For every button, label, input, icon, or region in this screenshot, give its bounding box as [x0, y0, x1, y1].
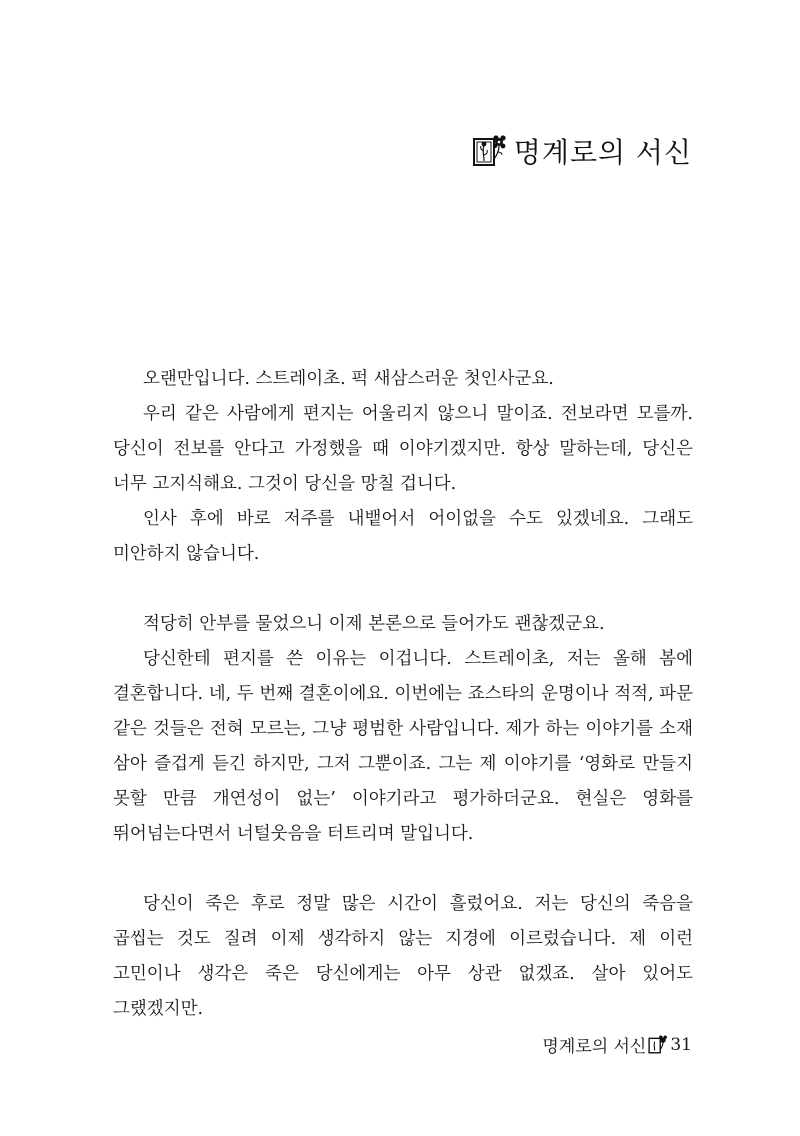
page-number: 31: [670, 1034, 692, 1055]
paragraph: 우리 같은 사람에게 편지는 어울리지 않으니 말이죠. 전보라면 모를까. 당신이 전보를 안다고 가정했을 때 이야기겠지만. 항상 말하는데, 당신은 너무 고지식해요. 그것이 당신을 망칠 겁니다.: [113, 404, 693, 494]
paragraph: 당신이 죽은 후로 정말 많은 시간이 흘렀어요. 저는 당신의 죽음을 곱씹는 것도 질려 이제 생각하지 않는 지경에 이르렀습니다. 제 이런 고민이나 생각은 죽은 당신에게는 아무 상관 없겠죠. 살아 있어도 그랬겠지만.: [113, 894, 693, 1019]
paragraph-gap: [113, 852, 693, 887]
book-flower-ornament-icon: [648, 1035, 668, 1055]
running-title: 명계로의 서신: [542, 1037, 647, 1057]
chapter-header: [472, 131, 692, 171]
page-footer: [542, 1032, 692, 1057]
body-text: [113, 362, 693, 1027]
paragraph: 오랜만입니다. 스트레이초. 퍽 새삼스러운 첫인사군요.: [143, 369, 554, 389]
paragraph-gap: [113, 572, 693, 607]
paragraph: 당신한테 편지를 쓴 이유는 이겁니다. 스트레이초, 저는 올해 봄에 결혼합니다. 네, 두 번째 결혼이에요. 이번에는 죠스타의 운명이나 적적, 파문 같은 것들은 전혀 모르는, 그냥 평범한 사람입니다. 제가 하는 이야기를 소재 삼아 즐겁게 듣긴 하지만, 그저 그뿐이죠. 그는 제 이야기를 ‘영화로 만들지 못할 만큼 개연성이 없는’ 이야기라고 평가하더군요. 현실은 영화를 뛰어넘는다면서 너털웃음을 터트리며 말입니다.: [113, 649, 693, 844]
book-flower-ornament-icon: [472, 133, 508, 169]
paragraph: 인사 후에 바로 저주를 내뱉어서 어이없을 수도 있겠네요. 그래도 미안하지 않습니다.: [113, 509, 693, 564]
chapter-title: 명계로의 서신: [513, 136, 692, 169]
paragraph: 적당히 안부를 물었으니 이제 본론으로 들어가도 괜찮겠군요.: [143, 614, 605, 634]
